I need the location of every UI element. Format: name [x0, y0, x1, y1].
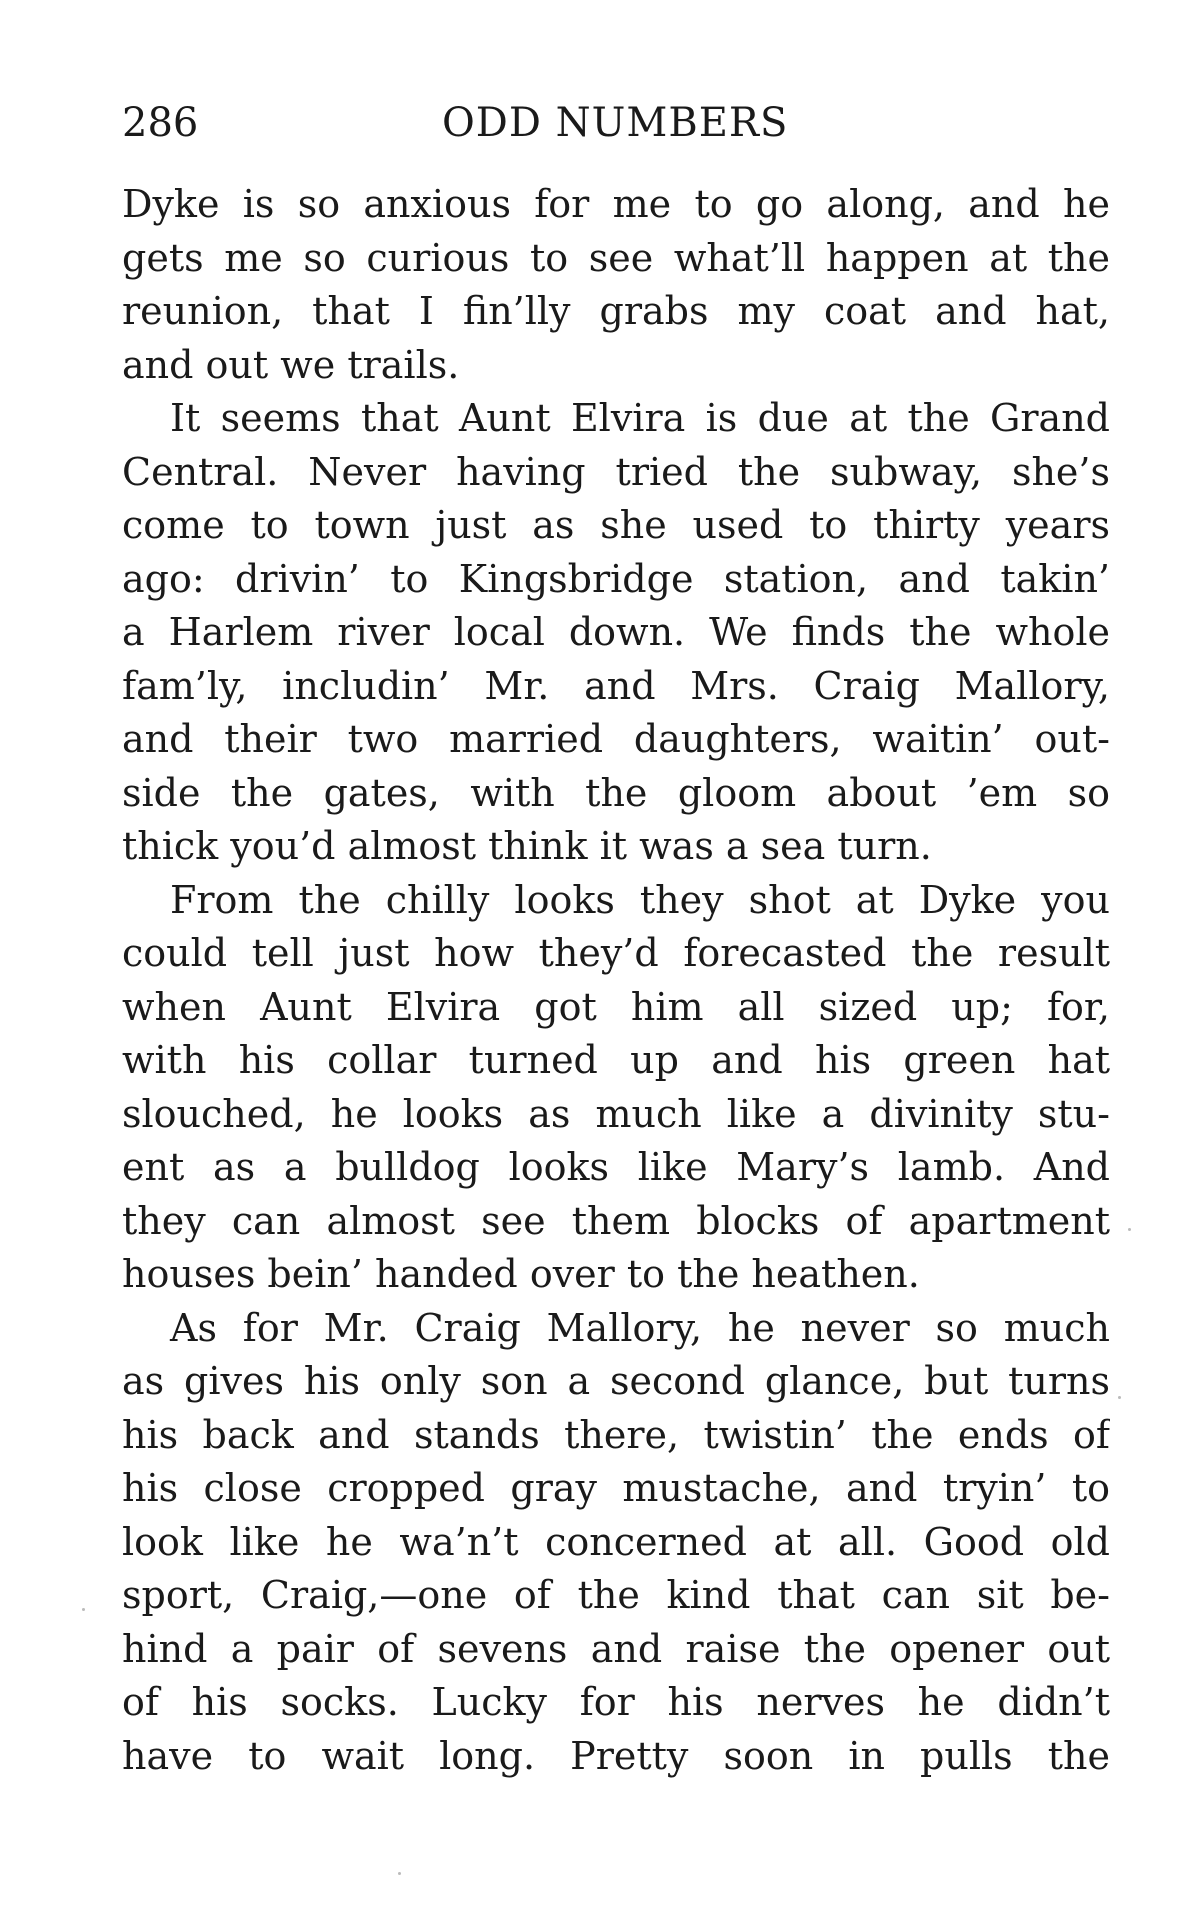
print-speck	[1118, 1396, 1121, 1399]
print-speck	[1128, 1228, 1131, 1231]
text-line: with his collar turned up and his green hat	[122, 1038, 1110, 1082]
text-line: as gives his only son a second glance, but turns	[122, 1359, 1110, 1403]
text-line: ent as a bulldog looks like Mary’s lamb. And	[122, 1145, 1110, 1189]
text-line: and out we trails.	[122, 342, 460, 387]
text-line: gets me so curious to see what’ll happen at the	[122, 235, 1110, 280]
running-title: ODD NUMBERS	[442, 100, 789, 146]
paragraph-1	[122, 178, 1110, 392]
paragraph-2	[122, 392, 1110, 874]
text-line: Central. Never having tried the subway, she’s	[122, 449, 1110, 494]
text-line: they can almost see them blocks of apartment	[122, 1198, 1110, 1243]
text-line: fam’ly, includin’ Mr. and Mrs. Craig Mallory,	[122, 663, 1110, 708]
page-number: 286	[122, 100, 199, 146]
text-line: From the chilly looks they shot at Dyke you	[170, 877, 1110, 922]
text-line: sport, Craig,—one of the kind that can sit be-	[122, 1573, 1110, 1617]
body-text	[122, 178, 1110, 1783]
text-line: houses bein’ handed over to the heathen.	[122, 1252, 920, 1296]
text-line: Dyke is so anxious for me to go along, and he	[122, 182, 1110, 226]
print-speck	[398, 1872, 401, 1875]
text-line: his back and stands there, twistin’ the ends of	[122, 1412, 1110, 1457]
text-line: come to town just as she used to thirty years	[122, 503, 1110, 547]
paragraph-3	[122, 874, 1110, 1302]
paragraph-4	[122, 1302, 1110, 1784]
text-line: and their two married daughters, waitin’ out-	[122, 717, 1110, 761]
text-line: could tell just how they’d forecasted the result	[122, 931, 1110, 975]
text-line: slouched, he looks as much like a divinity stu-	[122, 1091, 1110, 1136]
text-line: ago: drivin’ to Kingsbridge station, and takin’	[122, 556, 1110, 601]
text-line: of his socks. Lucky for his nerves he didn’t	[122, 1680, 1110, 1724]
text-line: hind a pair of sevens and raise the opener out	[122, 1626, 1110, 1671]
print-speck	[82, 1608, 85, 1611]
text-line: As for Mr. Craig Mallory, he never so much	[170, 1305, 1110, 1350]
text-line: It seems that Aunt Elvira is due at the Grand	[170, 396, 1110, 440]
text-line: a Harlem river local down. We finds the whole	[122, 610, 1110, 654]
running-head	[122, 100, 1110, 160]
text-line: look like he wa’n’t concerned at all. Good old	[122, 1519, 1110, 1564]
text-line: side the gates, with the gloom about ’em so	[122, 770, 1110, 815]
text-line: thick you’d almost think it was a sea turn.	[122, 824, 932, 868]
text-line: reunion, that I fin’lly grabs my coat and hat,	[122, 289, 1110, 333]
text-line: when Aunt Elvira got him all sized up; for,	[122, 984, 1110, 1029]
text-line: have to wait long. Pretty soon in pulls the	[122, 1733, 1110, 1778]
text-line: his close cropped gray mustache, and tryin’ to	[122, 1466, 1110, 1510]
